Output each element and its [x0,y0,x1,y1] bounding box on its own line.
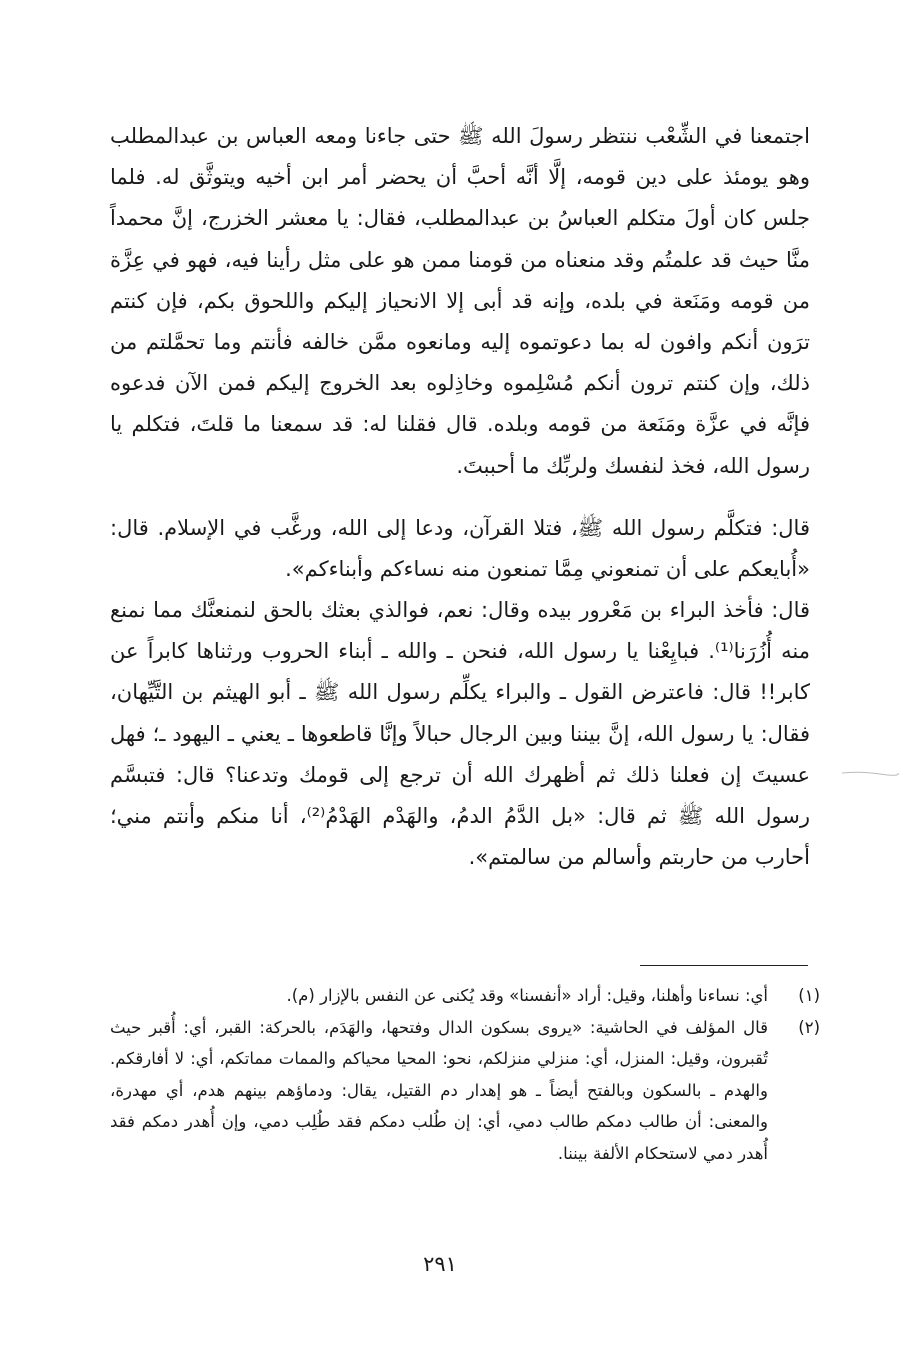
paragraph-2: قال: فتكلَّم رسول الله ﷺ، فتلا القرآن، ودعا إلى الله، ورغَّب في الإسلام. قال: «أُبايعكم على أن تمنعوني مِمَّا تمنعون منه نساءكم وأبناءكم». [110,516,810,582]
scan-margin-mark [840,770,900,776]
footnote-1 [110,980,820,1012]
page-number: ٢٩١ [423,1252,457,1276]
paragraph-1: اجتمعنا في الشِّعْب ننتظر رسولَ الله ﷺ حتى جاءنا ومعه العباس بن عبدالمطلب وهو يومئذ على دين قومه، إلَّا أنَّه أحبَّ أن يحضر أمر ابن أخيه ويتوثَّق له. فلما جلس كان أولَ متكلم العباسُ بن عبدالمطلب، فقال: يا معشر الخزرج، إنَّ محمداً منَّا حيث قد علمتُم وقد منعناه من قومنا ممن هو على مثل رأينا فيه، فهو في عِزَّة من قومه ومَنَعة في بلده، وإنه قد أبى إلا الانحياز إليكم واللحوق بكم، فإن كنتم ترَون أنكم وافون له بما دعوتموه إليه ومانعوه ممَّن خالفه فأنتم وما تحمَّلتم من ذلك، وإن كنتم ترون أنكم مُسْلِموه وخاذِلوه بعد الخروج إليكم فمن الآن فدعوه فإنَّه في عزَّة ومَنَعة من قومه وبلده. قال فقلنا له: قد سمعنا ما قلتَ، فتكلم يا رسول الله، فخذ لنفسك ولربِّك ما أحببتَ. [110,124,810,478]
footnote-text: أي: نساءنا وأهلنا، وقيل: أراد «أنفسنا» وقد يُكنى عن النفس بالإزار (م). [286,986,768,1005]
footnote-number: (١) [798,986,820,1005]
footnote-text: قال المؤلف في الحاشية: «يروى بسكون الدال وفتحها، والهَدَم، بالحركة: القبر، أي: أُقبر حيث تُقبرون، وقيل: المنزل، أي: منزلي منزلكم، نحو: المحيا محياكم والممات مماتكم، أي: لا أفارقكم. والهدم ـ بالسكون وبالفتح أيضاً ـ هو إهدار دم القتيل، يقال: ودماؤهم بينهم هدم، أي مهدرة، والمعنى: أن طالب دمكم طالب دمي، أي: إن طُلب دمكم فقد طُلِب دمي، وإن أُهدر دمكم فقد أُهدر دمي لاستحكام الألفة بيننا. [110,1017,768,1163]
paragraph-3: قال: فأخذ البراء بن مَعْرور بيده وقال: نعم، فوالذي بعثك بالحق لنمنعنَّك مما نمنع منه أُزُرَنا⁽¹⁾. فبايِعْنا يا رسول الله، فنحن ـ والله ـ أبناء الحروب ورثناها كابراً عن كابر!! قال: فاعترض القول ـ والبراء يكلِّم رسول الله ﷺ ـ أبو الهيثم بن التَّيِّهان، فقال: يا رسول الله، إنَّ بيننا وبين الرجال حبالاً وإنَّا قاطعوها ـ يعني ـ اليهود ـ؛ فهل عسيتَ إن فعلنا ذلك ثم أظهرك الله أن ترجع إلى قومك وتدعنا؟ قال: فتبسَّم رسول الله ﷺ ثم قال: «بل الدَّمُ الدمُ، والهَدْم الهَدْمُ⁽²⁾، أنا منكم وأنتم مني؛ أحارب من حاربتم وأسالم من سالمتم». [110,598,810,870]
footnotes-section [110,980,820,1169]
footnote-number: (٢) [798,1017,820,1037]
footnote-divider [640,965,808,966]
footnote-2 [110,1012,820,1170]
